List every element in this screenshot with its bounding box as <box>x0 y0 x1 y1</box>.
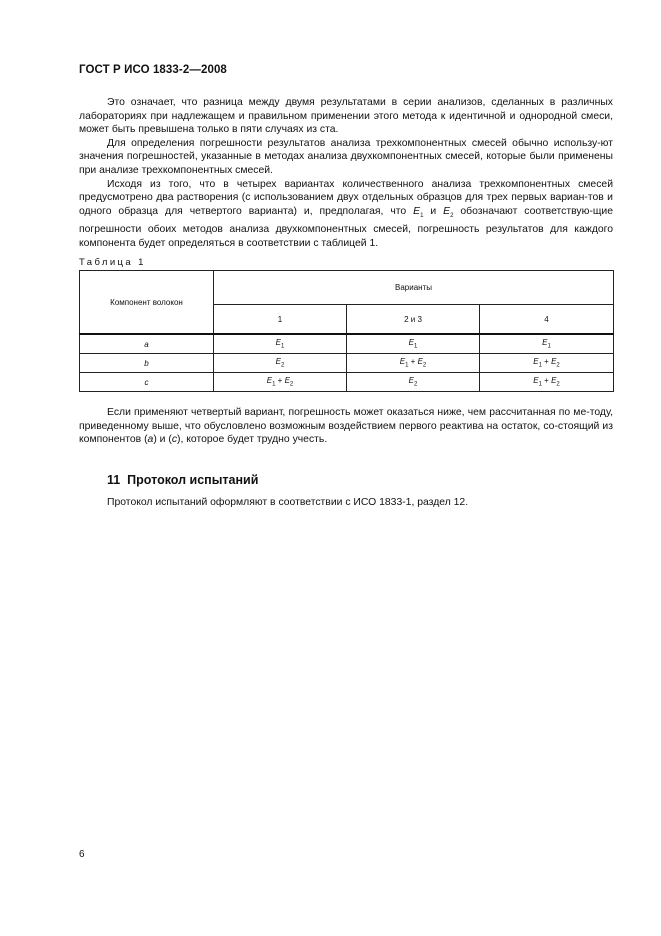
error-cell: $E_2$ <box>347 373 480 392</box>
paragraph-fourth-variant: Если применяют четвертый вариант, погрешность может оказаться ниже, чем рассчитанная по ме-тоду, приведенному выше, что обусловлено возможным воздействием первого реактива на остаток, со-стоящий из компонентов (а) и (с), которое будет трудно учесть. <box>79 407 613 446</box>
error-cell: $E_1 + E_2$ <box>480 354 614 373</box>
table-row <box>80 334 614 354</box>
paragraph-variants-end: обозначают соответствую-щие погрешности обоих методов анализа двухкомпонентных смесей, погрешность результатов для каждого компонента будет определяться в соответствии с таблицей 1. <box>79 205 613 250</box>
protocol-text <box>79 496 613 510</box>
component-a-ref: а <box>147 434 154 446</box>
paragraph-variants: Исходя из того, что в четырех вариантах количественного анализа трехкомпонентных смесей предусмотрено два растворения (с использованием двух отдельных образцов для трех первых вариан-тов и одного образца для четвертого варианта) и, предполагая, что $E_1$ и $E_2$ обозначают соответствую-щие погрешности обоих методов анализа двухкомпонентных смесей, погрешность результатов для каждого компонента будет определяться в соответствии с таблицей 1. <box>79 178 613 250</box>
component-cell: a <box>80 334 214 354</box>
table-caption: Таблица 1 <box>79 257 146 268</box>
error-table <box>79 270 614 392</box>
variant-header-2-3: 2 и 3 <box>347 305 480 335</box>
component-c-ref: с <box>171 434 178 446</box>
component-cell: b <box>80 354 214 373</box>
error-cell: $E_1 + E_2$ <box>347 354 480 373</box>
page-number: 6 <box>79 849 85 860</box>
table-row <box>80 354 614 373</box>
section-number: 11 <box>107 473 121 487</box>
section-heading <box>107 473 258 487</box>
paragraph-protocol: Протокол испытаний оформляют в соответствии с ИСО 1833-1, раздел 12. <box>107 497 469 508</box>
paragraph-error-determination: Для определения погрешности результатов анализа трехкомпонентных смесей обычно использу-ют значения погрешностей, указанные в методах анализа двухкомпонентных смесей, которые были применены при анализе трехкомпонентных смесей. <box>79 137 613 176</box>
error-cell: $E_1$ <box>347 334 480 354</box>
document-header: ГОСТ Р ИСО 1833-2—2008 <box>79 64 227 76</box>
intro-text <box>79 96 613 251</box>
error-cell: $E_2$ <box>214 354 347 373</box>
paragraph-reproducibility: Это означает, что разница между двумя результатами в серии анализов, сделанных в различных лабораториях при надлежащем и правильном применении этого метода к идентичной и однородной смеси, может быть превышена только в пяти случаях из ста. <box>79 97 613 136</box>
section-title: Протокол испытаний <box>127 473 259 487</box>
after-table-text <box>79 406 613 447</box>
column-header-component: Компонент волокон <box>80 271 214 335</box>
error-cell: $E_1 + E_2$ <box>214 373 347 392</box>
e2-symbol: $E_2$ <box>443 205 454 219</box>
variant-header-1: 1 <box>214 305 347 335</box>
error-cell: $E_1$ <box>214 334 347 354</box>
paragraph-variants-start: Исходя из того, что в четырех вариантах количественного анализа трехкомпонентных смесей предусмотрено два растворения (с использованием двух отдельных образцов для трех первых вариан-тов и одного образца для четвертого варианта) и, предполагая, что <box>79 178 613 217</box>
component-cell: c <box>80 373 214 392</box>
e1-symbol: $E_1$ <box>413 205 424 219</box>
variant-header-4: 4 <box>480 305 614 335</box>
error-cell: $E_1$ <box>480 334 614 354</box>
table-row <box>80 373 614 392</box>
column-header-variants: Варианты <box>214 271 614 305</box>
error-cell: $E_1 + E_2$ <box>480 373 614 392</box>
